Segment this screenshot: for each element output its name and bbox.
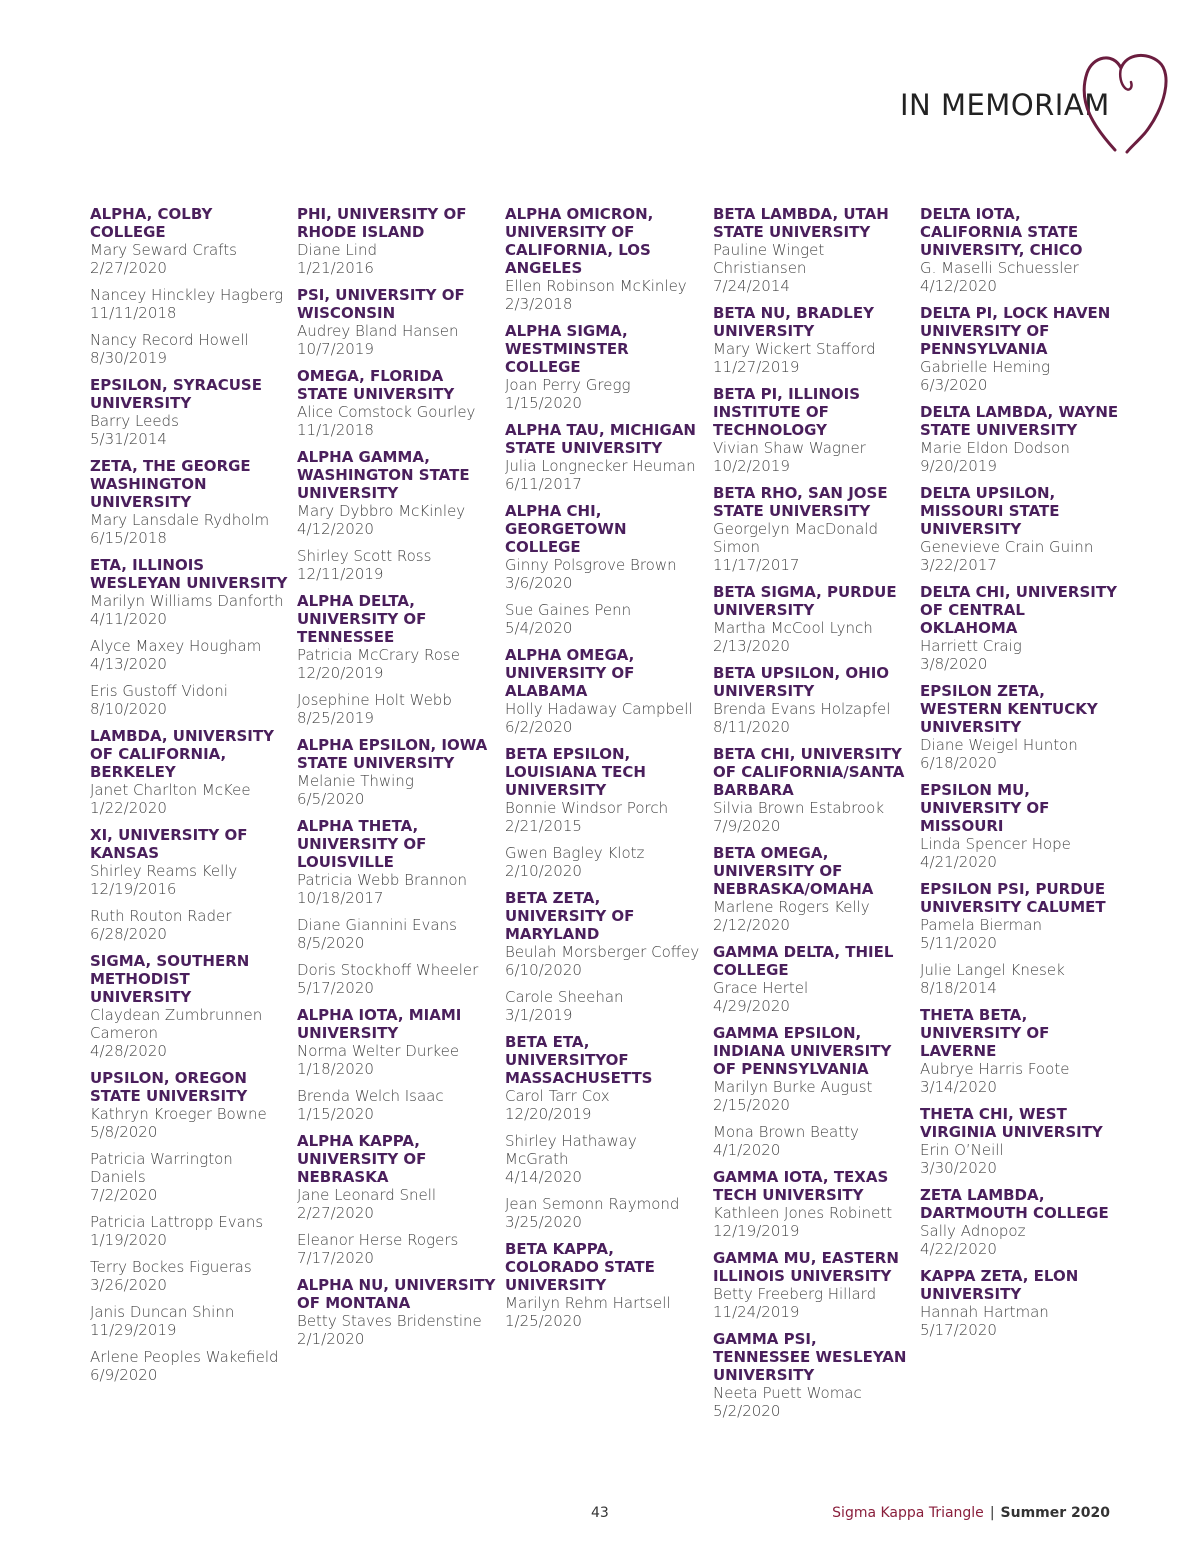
chapter-heading: DELTA IOTA, CALIFORNIA STATE UNIVERSITY, CHICO (920, 205, 1083, 259)
memorial-entry (90, 286, 290, 322)
memorial-entry (713, 979, 913, 1015)
memorial-entry (297, 502, 497, 538)
memorial-entry (297, 241, 497, 277)
memorial-entry (90, 241, 290, 277)
chapter-heading: ALPHA EPSILON, IOWA STATE UNIVERSITY (297, 736, 488, 772)
member-name: Jane Leonard Snell (297, 1186, 437, 1204)
member-name: Georgelyn MacDonald Simon (713, 520, 878, 556)
date-of-death: 2/15/2020 (713, 1096, 790, 1114)
date-of-death: 1/22/2020 (90, 799, 167, 817)
chapter-heading: DELTA CHI, UNIVERSITY OF CENTRAL OKLAHOMA (920, 583, 1117, 637)
member-name: Gwen Bagley Klotz (505, 844, 645, 862)
chapter-heading: ALPHA OMICRON, UNIVERSITY OF CALIFORNIA, LOS ANGELES (505, 205, 654, 277)
chapter-heading: DELTA PI, LOCK HAVEN UNIVERSITY OF PENNSYLVANIA (920, 304, 1111, 358)
memorial-entry (920, 835, 1120, 871)
chapter-heading: ETA, ILLINOIS WESLEYAN UNIVERSITY (90, 556, 288, 592)
member-name: Brenda Welch Isaac (297, 1087, 444, 1105)
date-of-death: 5/4/2020 (505, 619, 573, 637)
chapter-heading: ALPHA NU, UNIVERSITY OF MONTANA (297, 1276, 496, 1312)
date-of-death: 10/2/2019 (713, 457, 790, 475)
memorial-entry (505, 988, 705, 1024)
chapter-heading: EPSILON PSI, PURDUE UNIVERSITY CALUMET (920, 880, 1106, 916)
date-of-death: 4/1/2020 (713, 1141, 781, 1159)
chapter-heading: SIGMA, SOUTHERN METHODIST UNIVERSITY (90, 952, 250, 1006)
memorial-entry (90, 1150, 290, 1204)
page-header (0, 0, 1200, 180)
memorial-entry (90, 511, 290, 547)
memorial-entry (920, 916, 1120, 952)
member-name: Janis Duncan Shinn (90, 1303, 235, 1321)
chapter-heading: BETA RHO, SAN JOSE STATE UNIVERSITY (713, 484, 888, 520)
member-name: Holly Hadaway Campbell (505, 700, 693, 718)
member-name: Julia Longnecker Heuman (505, 457, 696, 475)
member-name: Julie Langel Knesek (920, 961, 1065, 979)
member-name: Ginny Polsgrove Brown (505, 556, 677, 574)
date-of-death: 4/14/2020 (505, 1168, 582, 1186)
member-name: Shirley Scott Ross (297, 547, 432, 565)
memorial-entry (297, 871, 497, 907)
memorial-entry (90, 637, 290, 673)
date-of-death: 12/20/2019 (297, 664, 384, 682)
memorial-entry (920, 1060, 1120, 1096)
chapter-heading: BETA OMEGA, UNIVERSITY OF NEBRASKA/OMAHA (713, 844, 874, 898)
member-name: Diane Weigel Hunton (920, 736, 1078, 754)
chapter-heading: GAMMA PSI, TENNESSEE WESLEYAN UNIVERSITY (713, 1330, 907, 1384)
date-of-death: 5/17/2020 (297, 979, 374, 997)
member-name: Sue Gaines Penn (505, 601, 632, 619)
chapter-heading: GAMMA DELTA, THIEL COLLEGE (713, 943, 894, 979)
date-of-death: 12/20/2019 (505, 1105, 592, 1123)
memorial-entry (297, 1042, 497, 1078)
member-name: Janet Charlton McKee (90, 781, 251, 799)
date-of-death: 4/28/2020 (90, 1042, 167, 1060)
date-of-death: 2/3/2018 (505, 295, 573, 313)
member-name: Marlene Rogers Kelly (713, 898, 870, 916)
memorial-entry (505, 943, 705, 979)
date-of-death: 3/25/2020 (505, 1213, 582, 1231)
chapter-heading: EPSILON ZETA, WESTERN KENTUCKY UNIVERSITY (920, 682, 1098, 736)
memorial-entry (297, 772, 497, 808)
member-name: Kathryn Kroeger Bowne (90, 1105, 267, 1123)
memorial-entry (297, 1087, 497, 1123)
member-name: Linda Spencer Hope (920, 835, 1071, 853)
memorial-entry (713, 1078, 913, 1114)
chapter-heading: BETA ZETA, UNIVERSITY OF MARYLAND (505, 889, 635, 943)
member-name: Alyce Maxey Hougham (90, 637, 262, 655)
member-name: Doris Stockhoff Wheeler (297, 961, 479, 979)
memorial-entry (505, 457, 705, 493)
memorial-entry (90, 592, 290, 628)
memorial-entry (297, 916, 497, 952)
member-name: Erin O’Neill (920, 1141, 1004, 1159)
chapter-heading: ALPHA KAPPA, UNIVERSITY OF NEBRASKA (297, 1132, 427, 1186)
member-name: Josephine Holt Webb (297, 691, 452, 709)
member-name: Joan Perry Gregg (505, 376, 631, 394)
member-name: Neeta Puett Womac (713, 1384, 862, 1402)
memorial-entry (90, 1303, 290, 1339)
member-name: Harriett Craig (920, 637, 1022, 655)
chapter-heading: BETA KAPPA, COLORADO STATE UNIVERSITY (505, 1240, 655, 1294)
member-name: Mona Brown Beatty (713, 1123, 859, 1141)
member-name: Mary Lansdale Rydholm (90, 511, 270, 529)
date-of-death: 6/11/2017 (505, 475, 582, 493)
chapter-heading: BETA SIGMA, PURDUE UNIVERSITY (713, 583, 897, 619)
publication-credit (832, 1505, 1110, 1521)
chapter-heading: ALPHA SIGMA, WESTMINSTER COLLEGE (505, 322, 629, 376)
memorial-entry (90, 682, 290, 718)
date-of-death: 7/17/2020 (297, 1249, 374, 1267)
date-of-death: 4/21/2020 (920, 853, 997, 871)
column-3 (505, 205, 705, 1330)
memorial-entry (90, 412, 290, 448)
date-of-death: 5/11/2020 (920, 934, 997, 952)
member-name: Eleanor Herse Rogers (297, 1231, 459, 1249)
date-of-death: 11/29/2019 (90, 1321, 177, 1339)
member-name: Ruth Routon Rader (90, 907, 232, 925)
member-name: Betty Freeberg Hillard (713, 1285, 877, 1303)
date-of-death: 3/1/2019 (505, 1006, 573, 1024)
member-name: Betty Staves Bridenstine (297, 1312, 482, 1330)
memorial-entry (713, 520, 913, 574)
chapter-heading: BETA PI, ILLINOIS INSTITUTE OF TECHNOLOGY (713, 385, 861, 439)
date-of-death: 2/13/2020 (713, 637, 790, 655)
memorial-entry (297, 691, 497, 727)
chapter-heading: LAMBDA, UNIVERSITY OF CALIFORNIA, BERKELEY (90, 727, 274, 781)
member-name: Marilyn Rehm Hartsell (505, 1294, 671, 1312)
date-of-death: 6/28/2020 (90, 925, 167, 943)
date-of-death: 8/5/2020 (297, 934, 365, 952)
date-of-death: 12/19/2016 (90, 880, 177, 898)
memorial-entry (713, 1204, 913, 1240)
date-of-death: 4/22/2020 (920, 1240, 997, 1258)
magazine-name: Sigma Kappa Triangle (832, 1505, 984, 1521)
chapter-heading: ALPHA, COLBY COLLEGE (90, 205, 213, 241)
chapter-heading: BETA LAMBDA, UTAH STATE UNIVERSITY (713, 205, 889, 241)
chapter-heading: ALPHA TAU, MICHIGAN STATE UNIVERSITY (505, 421, 696, 457)
date-of-death: 6/9/2020 (90, 1366, 158, 1384)
member-name: Gabrielle Heming (920, 358, 1051, 376)
chapter-heading: EPSILON MU, UNIVERSITY OF MISSOURI (920, 781, 1050, 835)
memoriam-columns (90, 205, 1120, 1485)
column-1 (90, 205, 290, 1384)
date-of-death: 6/5/2020 (297, 790, 365, 808)
date-of-death: 4/11/2020 (90, 610, 167, 628)
memorial-entry (90, 907, 290, 943)
memorial-entry (920, 1141, 1120, 1177)
memorial-entry (297, 547, 497, 583)
memorial-entry (713, 1123, 913, 1159)
memorial-entry (505, 1087, 705, 1123)
memorial-entry (713, 340, 913, 376)
date-of-death: 1/25/2020 (505, 1312, 582, 1330)
chapter-heading: EPSILON, SYRACUSE UNIVERSITY (90, 376, 262, 412)
memorial-entry (713, 799, 913, 835)
chapter-heading: ALPHA IOTA, MIAMI UNIVERSITY (297, 1006, 462, 1042)
member-name: Hannah Hartman (920, 1303, 1049, 1321)
chapter-heading: BETA NU, BRADLEY UNIVERSITY (713, 304, 874, 340)
member-name: Ellen Robinson McKinley (505, 277, 687, 295)
member-name: Barry Leeds (90, 412, 179, 430)
memorial-entry (90, 781, 290, 817)
member-name: Shirley Reams Kelly (90, 862, 238, 880)
member-name: Marie Eldon Dodson (920, 439, 1070, 457)
date-of-death: 12/11/2019 (297, 565, 384, 583)
date-of-death: 1/18/2020 (297, 1060, 374, 1078)
memorial-entry (713, 439, 913, 475)
date-of-death: 6/10/2020 (505, 961, 582, 979)
date-of-death: 3/26/2020 (90, 1276, 167, 1294)
member-name: Patricia Lattropp Evans (90, 1213, 264, 1231)
issue-name: Summer 2020 (1000, 1505, 1110, 1521)
chapter-heading: ZETA LAMBDA, DARTMOUTH COLLEGE (920, 1186, 1109, 1222)
member-name: Shirley Hathaway McGrath (505, 1132, 637, 1168)
memorial-entry (90, 1348, 290, 1384)
date-of-death: 11/24/2019 (713, 1303, 800, 1321)
memorial-entry (297, 646, 497, 682)
memorial-entry (713, 241, 913, 295)
footer-separator: | (989, 1505, 995, 1521)
date-of-death: 12/19/2019 (713, 1222, 800, 1240)
memorial-entry (920, 538, 1120, 574)
memorial-entry (713, 1384, 913, 1420)
member-name: Melanie Thwing (297, 772, 414, 790)
memorial-entry (920, 259, 1120, 295)
chapter-heading: UPSILON, OREGON STATE UNIVERSITY (90, 1069, 248, 1105)
member-name: Audrey Bland Hansen (297, 322, 459, 340)
chapter-heading: THETA CHI, WEST VIRGINIA UNIVERSITY (920, 1105, 1103, 1141)
member-name: Patricia Warrington Daniels (90, 1150, 233, 1186)
member-name: Carol Tarr Cox (505, 1087, 610, 1105)
member-name: Martha McCool Lynch (713, 619, 873, 637)
date-of-death: 2/21/2015 (505, 817, 582, 835)
member-name: Nancy Record Howell (90, 331, 249, 349)
memorial-entry (297, 403, 497, 439)
memorial-entry (920, 439, 1120, 475)
date-of-death: 10/18/2017 (297, 889, 384, 907)
chapter-heading: PSI, UNIVERSITY OF WISCONSIN (297, 286, 465, 322)
member-name: Patricia Webb Brannon (297, 871, 468, 889)
page-title: IN MEMORIAM (900, 88, 1110, 122)
date-of-death: 2/27/2020 (297, 1204, 374, 1222)
memorial-entry (920, 1222, 1120, 1258)
chapter-heading: DELTA UPSILON, MISSOURI STATE UNIVERSITY (920, 484, 1060, 538)
date-of-death: 1/21/2016 (297, 259, 374, 277)
date-of-death: 8/30/2019 (90, 349, 167, 367)
member-name: Grace Hertel (713, 979, 809, 997)
member-name: Aubrye Harris Foote (920, 1060, 1070, 1078)
chapter-heading: THETA BETA, UNIVERSITY OF LAVERNE (920, 1006, 1050, 1060)
member-name: G. Maselli Schuessler (920, 259, 1079, 277)
member-name: Mary Dybbro McKinley (297, 502, 466, 520)
chapter-heading: ALPHA OMEGA, UNIVERSITY OF ALABAMA (505, 646, 635, 700)
chapter-heading: BETA EPSILON, LOUISIANA TECH UNIVERSITY (505, 745, 646, 799)
member-name: Sally Adnopoz (920, 1222, 1026, 1240)
memorial-entry (90, 331, 290, 367)
date-of-death: 8/11/2020 (713, 718, 790, 736)
date-of-death: 10/7/2019 (297, 340, 374, 358)
chapter-heading: BETA UPSILON, OHIO UNIVERSITY (713, 664, 890, 700)
member-name: Terry Bockes Figueras (90, 1258, 252, 1276)
memorial-entry (505, 601, 705, 637)
chapter-heading: ALPHA DELTA, UNIVERSITY OF TENNESSEE (297, 592, 427, 646)
date-of-death: 3/14/2020 (920, 1078, 997, 1096)
chapter-heading: KAPPA ZETA, ELON UNIVERSITY (920, 1267, 1079, 1303)
memorial-entry (505, 1294, 705, 1330)
date-of-death: 2/27/2020 (90, 259, 167, 277)
date-of-death: 5/8/2020 (90, 1123, 158, 1141)
date-of-death: 1/15/2020 (505, 394, 582, 412)
memorial-entry (505, 1132, 705, 1186)
chapter-heading: BETA ETA, UNIVERSITYOF MASSACHUSETTS (505, 1033, 653, 1087)
memorial-entry (713, 700, 913, 736)
memorial-entry (713, 1285, 913, 1321)
date-of-death: 8/25/2019 (297, 709, 374, 727)
memorial-entry (505, 700, 705, 736)
member-name: Pauline Winget Christiansen (713, 241, 825, 277)
member-name: Pamela Bierman (920, 916, 1042, 934)
memorial-entry (297, 1312, 497, 1348)
member-name: Arlene Peoples Wakefield (90, 1348, 279, 1366)
memorial-entry (505, 277, 705, 313)
date-of-death: 1/15/2020 (297, 1105, 374, 1123)
member-name: Norma Welter Durkee (297, 1042, 460, 1060)
memorial-entry (90, 1006, 290, 1060)
date-of-death: 5/31/2014 (90, 430, 167, 448)
date-of-death: 4/29/2020 (713, 997, 790, 1015)
date-of-death: 11/17/2017 (713, 556, 800, 574)
member-name: Alice Comstock Gourley (297, 403, 476, 421)
chapter-heading: GAMMA MU, EASTERN ILLINOIS UNIVERSITY (713, 1249, 899, 1285)
column-2 (297, 205, 497, 1348)
date-of-death: 11/11/2018 (90, 304, 177, 322)
date-of-death: 11/27/2019 (713, 358, 800, 376)
member-name: Diane Giannini Evans (297, 916, 457, 934)
date-of-death: 7/9/2020 (713, 817, 781, 835)
member-name: Jean Semonn Raymond (505, 1195, 680, 1213)
chapter-heading: PHI, UNIVERSITY OF RHODE ISLAND (297, 205, 467, 241)
memorial-entry (90, 862, 290, 898)
date-of-death: 7/2/2020 (90, 1186, 158, 1204)
chapter-heading: GAMMA IOTA, TEXAS TECH UNIVERSITY (713, 1168, 889, 1204)
date-of-death: 11/1/2018 (297, 421, 374, 439)
memorial-entry (713, 619, 913, 655)
memorial-entry (920, 961, 1120, 997)
date-of-death: 3/6/2020 (505, 574, 573, 592)
member-name: Silvia Brown Estabrook (713, 799, 885, 817)
date-of-death: 3/22/2017 (920, 556, 997, 574)
page-footer (0, 1505, 1200, 1529)
member-name: Beulah Morsberger Coffey (505, 943, 700, 961)
date-of-death: 8/10/2020 (90, 700, 167, 718)
date-of-death: 6/2/2020 (505, 718, 573, 736)
member-name: Nancey Hinckley Hagberg (90, 286, 284, 304)
date-of-death: 4/12/2020 (920, 277, 997, 295)
memorial-entry (297, 1186, 497, 1222)
memorial-entry (505, 1195, 705, 1231)
memorial-entry (920, 358, 1120, 394)
memorial-entry (920, 736, 1120, 772)
chapter-heading: OMEGA, FLORIDA STATE UNIVERSITY (297, 367, 455, 403)
member-name: Brenda Evans Holzapfel (713, 700, 891, 718)
memorial-entry (297, 961, 497, 997)
chapter-heading: BETA CHI, UNIVERSITY OF CALIFORNIA/SANTA BARBARA (713, 745, 905, 799)
member-name: Bonnie Windsor Porch (505, 799, 669, 817)
memorial-entry (297, 1231, 497, 1267)
date-of-death: 6/18/2020 (920, 754, 997, 772)
member-name: Kathleen Jones Robinett (713, 1204, 893, 1222)
date-of-death: 7/24/2014 (713, 277, 790, 295)
page-number: 43 (591, 1505, 609, 1521)
column-5 (920, 205, 1120, 1339)
chapter-heading: XI, UNIVERSITY OF KANSAS (90, 826, 248, 862)
member-name: Marilyn Williams Danforth (90, 592, 284, 610)
member-name: Patricia McCrary Rose (297, 646, 460, 664)
memorial-entry (920, 637, 1120, 673)
memorial-entry (920, 1303, 1120, 1339)
date-of-death: 9/20/2019 (920, 457, 997, 475)
date-of-death: 2/10/2020 (505, 862, 582, 880)
memorial-entry (505, 376, 705, 412)
date-of-death: 6/3/2020 (920, 376, 988, 394)
member-name: Diane Lind (297, 241, 377, 259)
memorial-entry (505, 556, 705, 592)
member-name: Mary Wickert Stafford (713, 340, 876, 358)
memorial-entry (90, 1105, 290, 1141)
member-name: Marilyn Burke August (713, 1078, 873, 1096)
chapter-heading: ALPHA GAMMA, WASHINGTON STATE UNIVERSITY (297, 448, 470, 502)
member-name: Carole Sheehan (505, 988, 624, 1006)
date-of-death: 6/15/2018 (90, 529, 167, 547)
date-of-death: 4/13/2020 (90, 655, 167, 673)
memorial-entry (505, 799, 705, 835)
date-of-death: 2/1/2020 (297, 1330, 365, 1348)
memorial-entry (297, 322, 497, 358)
heart-icon (1075, 48, 1175, 158)
member-name: Claydean Zumbrunnen Cameron (90, 1006, 263, 1042)
memorial-entry (90, 1213, 290, 1249)
chapter-heading: GAMMA EPSILON, INDIANA UNIVERSITY OF PENNSYLVANIA (713, 1024, 892, 1078)
date-of-death: 3/8/2020 (920, 655, 988, 673)
date-of-death: 3/30/2020 (920, 1159, 997, 1177)
date-of-death: 5/2/2020 (713, 1402, 781, 1420)
member-name: Mary Seward Crafts (90, 241, 237, 259)
chapter-heading: ALPHA CHI, GEORGETOWN COLLEGE (505, 502, 627, 556)
chapter-heading: DELTA LAMBDA, WAYNE STATE UNIVERSITY (920, 403, 1119, 439)
memorial-entry (90, 1258, 290, 1294)
date-of-death: 8/18/2014 (920, 979, 997, 997)
chapter-heading: ALPHA THETA, UNIVERSITY OF LOUISVILLE (297, 817, 427, 871)
memorial-entry (713, 898, 913, 934)
member-name: Eris Gustoff Vidoni (90, 682, 228, 700)
date-of-death: 2/12/2020 (713, 916, 790, 934)
date-of-death: 5/17/2020 (920, 1321, 997, 1339)
member-name: Vivian Shaw Wagner (713, 439, 866, 457)
date-of-death: 4/12/2020 (297, 520, 374, 538)
memorial-entry (505, 844, 705, 880)
date-of-death: 1/19/2020 (90, 1231, 167, 1249)
member-name: Genevieve Crain Guinn (920, 538, 1094, 556)
chapter-heading: ZETA, THE GEORGE WASHINGTON UNIVERSITY (90, 457, 251, 511)
column-4 (713, 205, 913, 1420)
